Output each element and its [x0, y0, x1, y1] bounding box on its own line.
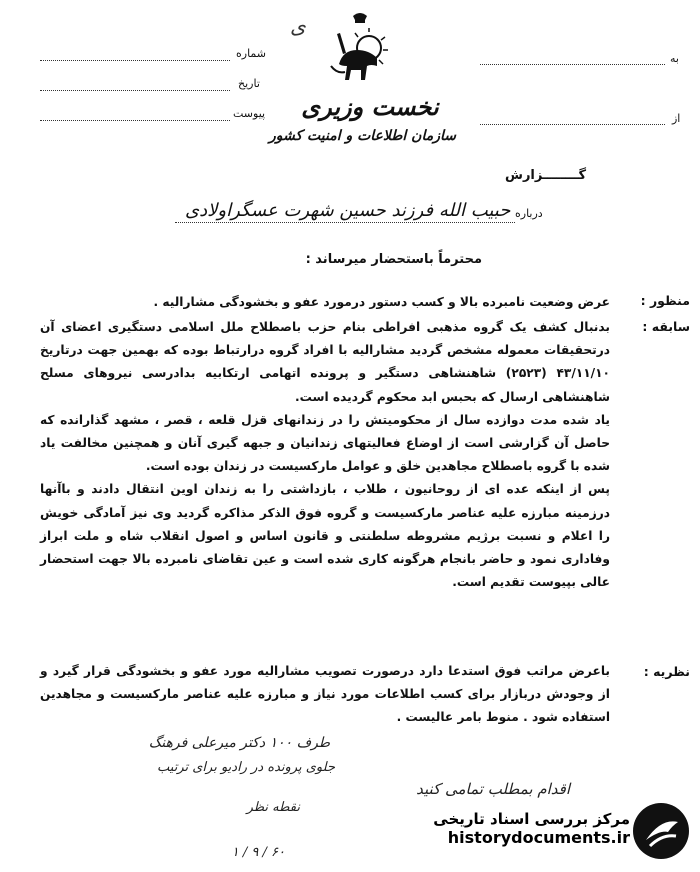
from-label: از	[672, 112, 681, 125]
number-label: شماره	[236, 47, 267, 60]
report-label: گــــــــزارش	[505, 168, 587, 183]
salutation: محترماً باستحضار میرساند :	[305, 252, 482, 267]
to-line	[480, 64, 665, 65]
watermark-url: historydocuments.ir	[447, 828, 630, 847]
attachment-line	[40, 120, 230, 121]
watermark	[433, 810, 630, 847]
background-paragraph-2: یاد شده مدت دوازده سال از محکومیتش را در زندانهای قزل قلعه ، قصر ، مشهد گذارانده که حاصل آن گزارشی است از اوضاع فعالیتهای زندانیان و جبهه گیری آنان و همچنین مخالفت یاد شده با گروه باصطلاح مجاهدین خلق و عوامل مارکسیست در زندان بوده است.	[40, 412, 610, 474]
background-paragraph-1: بدنبال کشف یک گروه مذهبی افراطی بنام حزب باصطلاح ملل اسلامی دستگیری اعضای آن درتحقیقات معموله مشخص گردید مشارالیه با افراد گروه درارتباط بوده که بهمین جهت درتاریخ ۴۳/۱۱/۱۰ (۲۵۲۳) شاهنشاهی دستگیر و پرونده اتهامی ارتکابیه بدادرسی نیروهای مسلح شاهنشاهی ارسال که بحبس ابد محکوم گردیده است.	[40, 320, 610, 404]
subject-line	[175, 222, 515, 223]
org-subtitle: سازمان اطلاعات و امنیت کشور	[269, 128, 456, 144]
archive-logo-icon	[630, 800, 692, 862]
lion-and-sun-emblem-icon	[325, 10, 395, 90]
handwritten-note-2: جلوی پرونده در رادیو برای ترتیب	[157, 760, 335, 775]
purpose-paragraph: عرض وضعیت نامبرده بالا و کسب دستور درمورد عفو و بخشودگی مشارالیه .	[153, 295, 610, 309]
background-label: سابقه :	[642, 319, 690, 334]
org-title: نخست وزیری	[301, 92, 439, 121]
subject-value: حبیب الله فرزند حسین شهرت عسگراولادی	[185, 200, 511, 221]
watermark-persian: مرکز بررسی اسناد تاریخی	[433, 810, 630, 828]
date-label: تاریخ	[238, 77, 260, 90]
number-line	[40, 60, 230, 61]
background-paragraph-3: پس از اینکه عده ای از روحانیون ، طلاب ، بازداشتی را به زندان اوین انتقال دادند و باآنها درزمینه مبارزه علیه عناصر مارکسیست و گروه فوق الذکر مذاکره گردید وی نیز آمادگی خویش را اعلام و نسبت برژیم مشروطه سلطنتی و قانون اساس و اصول انقلاب شاه و ملت ابراز وفاداری نمود و حاضر بانجام هرگونه کاری شده است و عین تقاضای نامبرده بالا جهت استحضار عالی بپیوست تقدیم است.	[40, 482, 610, 590]
handwritten-date: ۶۰ / ۹ / ۱	[231, 845, 285, 860]
background-text	[40, 316, 610, 594]
purpose-label: منظور :	[640, 293, 690, 308]
purpose-text	[40, 291, 610, 314]
opinion-paragraph: باعرض مراتب فوق استدعا دارد درصورت تصویب مشارالیه مورد عفو و بخشودگی قرار گیرد و از وجودش دربازار برای کسب اطلاعات مورد نیاز و مبارزه علیه عناصر مارکسیست و مجاهدین استفاده شود . منوط بامر عالیست .	[40, 664, 610, 725]
from-line	[480, 124, 665, 125]
handwritten-note-3: نقطه نظر	[246, 800, 300, 815]
handwritten-corner-mark: ی	[290, 14, 306, 38]
handwritten-note-1: طرف ۱۰۰ دکتر میرعلی فرهنگ	[148, 735, 330, 751]
to-label: به	[670, 52, 679, 65]
attachment-label: پیوست	[233, 107, 266, 120]
opinion-label: نظریه :	[643, 664, 690, 679]
handwritten-signature-note: اقدام بمطلب تمامی کنید	[416, 780, 570, 798]
date-line	[40, 90, 230, 91]
subject-label: درباره	[515, 207, 543, 220]
opinion-text	[40, 660, 610, 730]
